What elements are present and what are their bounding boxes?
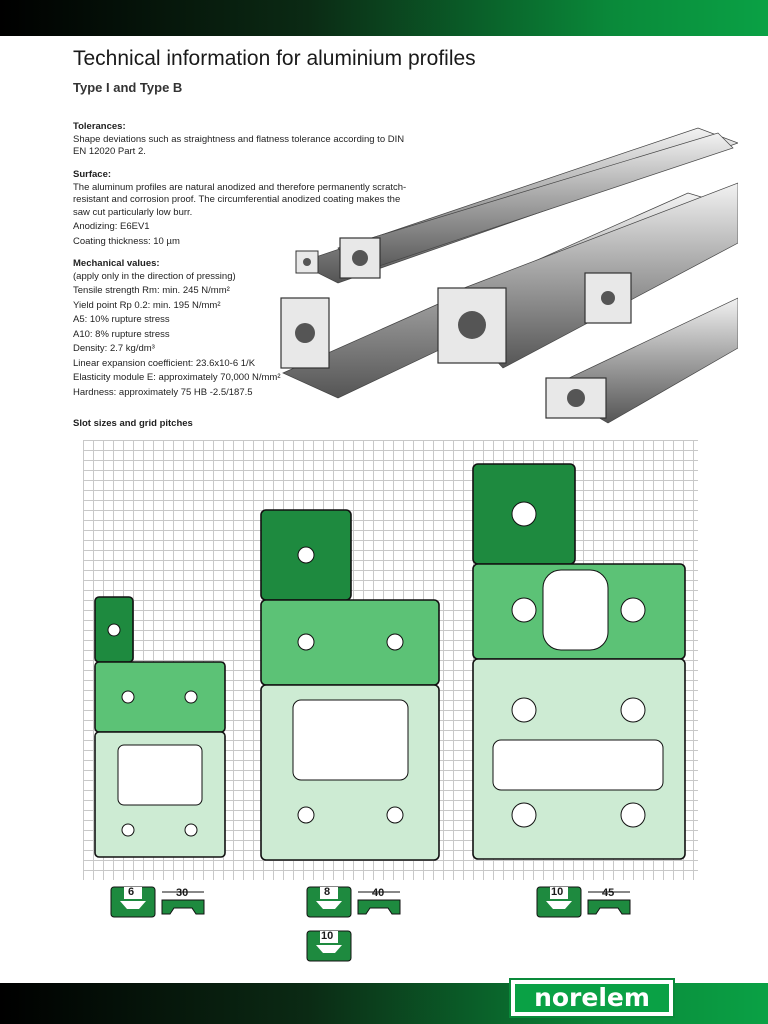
profile-cross-sections xyxy=(83,440,698,880)
page-subtitle: Type I and Type B xyxy=(73,80,183,95)
profile-40-middle xyxy=(261,600,439,685)
elasticity-text: Elasticity module E: approximately 70,000 N/mm² xyxy=(73,372,281,383)
mechanical-heading: Mechanical values: xyxy=(73,258,160,269)
pitch-45-label: 45 xyxy=(602,887,615,899)
linear-expansion-text: Linear expansion coefficient: 23.6x10-6 1/K xyxy=(73,357,256,369)
density-text: Density: 2.7 kg/dm³ xyxy=(73,343,155,354)
hardness-text: Hardness: approximately 75 HB -2.5/187.5 xyxy=(73,386,253,398)
page-title: Technical information for aluminium profiles xyxy=(73,47,476,70)
a10-text: A10: 8% rupture stress xyxy=(73,328,170,340)
a5-text: A5: 10% rupture stress xyxy=(73,314,170,325)
tolerances-heading: Tolerances: xyxy=(73,121,126,132)
tolerances-text: Shape deviations such as straightness and flatness tolerance according to DIN EN 12020 Part 2. xyxy=(73,133,405,157)
slot-6-label: 6 xyxy=(128,886,135,898)
logo-text: norelem xyxy=(515,984,669,1012)
pitch-40-label: 40 xyxy=(372,887,385,899)
surface-text: The aluminum profiles are natural anodized and therefore permanently scratch-resistant and corrosion proof. The circumferential anodized coating makes the saw cut particularly low burr. xyxy=(73,181,407,218)
top-gradient-bar xyxy=(0,0,768,36)
anodizing-text: Anodizing: E6EV1 xyxy=(73,221,150,232)
aluminium-profiles-photo xyxy=(278,123,738,433)
profile-30-middle xyxy=(95,662,225,732)
tensile-text: Tensile strength Rm: min. 245 N/mm² xyxy=(73,285,230,296)
coating-text: Coating thickness: 10 µm xyxy=(73,235,180,247)
slots-heading: Slot sizes and grid pitches xyxy=(73,418,193,429)
surface-heading: Surface: xyxy=(73,169,112,180)
yield-text: Yield point Rp 0.2: min. 195 N/mm² xyxy=(73,299,221,311)
norelem-logo xyxy=(509,978,675,1018)
slot-10-label-a: 10 xyxy=(551,886,564,898)
mechanical-note: (apply only in the direction of pressing) xyxy=(73,270,236,282)
pitch-30-label: 30 xyxy=(176,887,189,899)
slot-10-label-b: 10 xyxy=(321,930,334,942)
slot-8-label: 8 xyxy=(324,886,331,898)
